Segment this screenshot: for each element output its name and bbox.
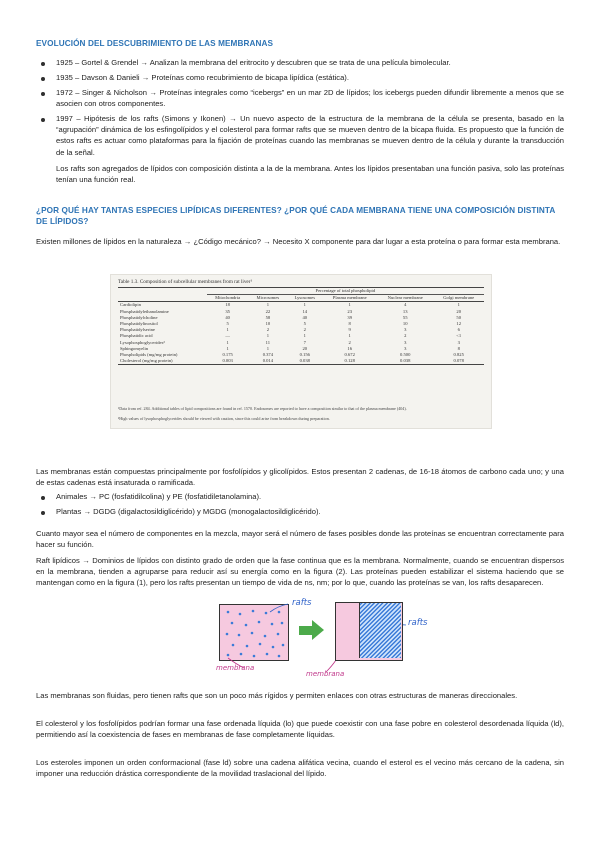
table-cell: 39	[347, 314, 352, 320]
table-cell: 55	[402, 314, 408, 320]
paragraph-raft-lipidicos: Raft lipídicos → Dominios de lípidos con distinto grado de orden que la fase continua que es la membrana. Normalmente, cuando se encuentran dispersos en la membrana, tienden a agruparse para reducir así su energía como en la figura (2). Las proteínas pueden estabilizar el sistema haciendo que se mantengan como en la figura (1), pero los rafts presentan un tiempo de vida de ns, nm; por lo que, cuando las proteínas se van, los rafts desaparecen.	[36, 556, 564, 588]
table-cell: 11	[265, 339, 271, 345]
table-cell: 8	[348, 321, 351, 327]
table-caption: Table 1.3. Composition of subcellular membranes from rat liver¹	[118, 279, 253, 285]
table-cell: 50	[456, 314, 461, 320]
table-cell: 0.003	[207, 358, 249, 365]
bullet-1925: 1925 – Gortel & Grendel → Analizan la membrana del eritrocito y descubren que se trata de una película bimolecular.	[56, 58, 451, 67]
table-cell: 8	[457, 345, 460, 351]
table-cell: 3	[404, 327, 407, 333]
bullet-animales: Animales → PC (fosfatidilcolina) y PE (fosfatidiletanolamina).	[56, 492, 262, 501]
table-cell: 2	[348, 339, 351, 345]
table-cell: 16	[347, 345, 352, 351]
table-row-label: Phospholipids (mg/mg protein)	[120, 352, 178, 358]
label-membrana-left: membrana	[216, 664, 255, 672]
table-cell: 3	[457, 339, 460, 345]
table-row-label: Cholesterol (mg/mg protein)	[118, 358, 207, 365]
table-cell: 1	[348, 333, 351, 339]
table-cell: 2	[266, 327, 270, 333]
table-group-header: Percentage of total phospholipid	[207, 288, 484, 295]
table-cell: 1	[226, 345, 229, 351]
table-cell: 1	[226, 339, 229, 345]
table-row	[118, 358, 484, 365]
table-footnote-1: ¹Data from ref. 284. Additional tables of lipid compositions are found in ref. 1570. Endosomes are reported to have a composition similar to that of the plasma membrane (404).	[118, 406, 407, 411]
table-row-label: Phosphatidylethanolamine	[120, 308, 169, 314]
table-footnote-2: ²High values of lysophosphoglycerides should be viewed with caution, since this could arise from breakdown during preparation.	[118, 416, 330, 421]
table-header: Plasma membrane	[322, 295, 377, 302]
table-cell: 0.014	[249, 358, 288, 365]
table-cell: 4	[404, 302, 407, 308]
table-cell: 18	[225, 302, 230, 308]
table-figure	[110, 274, 492, 429]
table-cell: 5	[303, 321, 306, 327]
paragraph-phases: Cuanto mayor sea el número de componentes en la mezcla, mayor será el número de fases posibles donde las proteínas se encuentran correctamente para hacer su función.	[36, 529, 564, 550]
bullet-dot	[41, 118, 45, 122]
table-cell: 1	[348, 302, 351, 308]
bullet-dot	[41, 92, 45, 96]
table-cell: 0.825	[453, 352, 464, 358]
table-row	[118, 302, 484, 309]
table-header: Nuclear membrane	[377, 295, 433, 302]
table-cell: 7	[303, 339, 306, 345]
bullet-dot	[41, 496, 45, 500]
table-cell: 0.038	[287, 358, 322, 365]
table-row-label: Phosphatidylserine	[120, 327, 155, 333]
table-cell: 0.128	[322, 358, 377, 365]
table-cell: 1	[266, 333, 270, 339]
rafts-note: Los rafts son agregados de lípidos con composición distinta a la de la membrana. Antes los lípidos presentaban una función pasiva, solo las proteínas tenían una función real.	[56, 164, 564, 185]
rafts-diagram	[208, 598, 478, 686]
table-cell: 2	[303, 327, 306, 333]
table-row-label: Phosphatidylcholine	[120, 314, 158, 320]
table-row-label: Sphingomyelin	[120, 345, 149, 351]
bullet-plantas: Plantas → DGDG (digalactosildiglicérido) y MGDG (monogalactosildiglicérido).	[56, 507, 321, 516]
table-cell: 58	[265, 314, 271, 320]
table-header-blank	[118, 288, 207, 295]
table-header: Mitochondria	[207, 295, 249, 302]
table-cell: 3	[404, 339, 407, 345]
table-cell: 0.672	[344, 352, 355, 358]
section-title-evolution: EVOLUCIÓN DEL DESCUBRIMIENTO DE LAS MEMBRANAS	[36, 39, 274, 48]
bullet-1935: 1935 – Davson & Danieli → Proteínas como recubrimiento de bicapa lipídica (estática).	[56, 73, 349, 82]
label-rafts-right: rafts	[408, 618, 428, 628]
table-cell: 0.078	[433, 358, 484, 365]
table-cell: —	[225, 333, 230, 339]
table-cell: 2	[404, 333, 407, 339]
bullet-dot	[41, 62, 45, 66]
table-cell: 40	[302, 314, 308, 320]
paragraph-fluid-membranes: Las membranas son fluidas, pero tienen rafts que son un poco más rígidos y permiten enlaces con otras estructuras de maneras direccionales.	[36, 691, 518, 700]
transition-arrow-icon	[312, 620, 324, 640]
table-cell: 10	[265, 321, 271, 327]
table-body	[118, 302, 484, 365]
table-cell: 0.156	[299, 352, 310, 358]
table-cell: 6	[457, 327, 460, 333]
table-cell: 1	[457, 302, 460, 308]
table-row-label: Phosphatidic acid	[120, 333, 153, 339]
label-rafts-left: rafts	[292, 598, 312, 608]
composition-table	[118, 287, 484, 365]
table-cell: 1	[266, 345, 270, 351]
table-cell: 12	[456, 321, 461, 327]
transition-arrow-body	[299, 626, 313, 635]
table-cell: 9	[348, 327, 351, 333]
table-row-label: Cardiolipin	[120, 302, 141, 308]
table-row-label: Phosphatidylinositol	[120, 321, 158, 327]
table-cell: 10	[402, 321, 408, 327]
table-cell: 20	[456, 308, 461, 314]
table-cell: 40	[225, 314, 230, 320]
table-cell: 35	[225, 308, 230, 314]
table-row-label: Lysophosphoglycerides²	[120, 339, 165, 345]
bullet-1997: 1997 – Hipótesis de los rafts (Simons y Ikonen) → Un nuevo aspecto de la estructura de la membrana de la célula se presenta, basado en la “agrupación” dinámica de los esfingolípidos y el colesterol para formar rafts que se mueven dentro de la bicapa fluida. Es propuesto que la función de estos rafts es actuar como plataformas para la fijación de proteínas cuando las membranas se mueven dentro de la célula y durante la transducción de la señal.	[56, 114, 564, 157]
table-cell: 0.175	[222, 352, 233, 358]
table-cell: 20	[302, 345, 308, 351]
bullet-1972: 1972 – Singer & Nicholson → Proteínas integrales como “icebergs” en un mar 2D de lípidos; los icebergs pueden difundir libremente a menos que se asocien con otros componentes.	[56, 88, 564, 109]
table-cell: 14	[302, 308, 308, 314]
table-cell: 0.038	[377, 358, 433, 365]
table-header	[118, 295, 207, 302]
table-cell: 5	[226, 321, 229, 327]
table-header: Microsomes	[249, 295, 288, 302]
table-cell: 1	[226, 327, 229, 333]
label-membrana-right: membrana	[306, 670, 345, 678]
paragraph-cholesterol-phases: El colesterol y los fosfolípidos podrían formar una fase ordenada líquida (lo) que puede coexistir con una fase pobre en colesterol desordenada líquida (ld), permitiendo así la coexistencia de fases en membranas de fase completamente líquidas.	[36, 719, 564, 740]
paragraph-lipids-nature: Existen millones de lípidos en la naturaleza → ¿Código mecánico? → Necesito X componente para dar lugar a esta proteína o para formar esta membrana.	[36, 237, 561, 246]
bullet-dot	[41, 511, 45, 515]
section-title-lipid-species: ¿POR QUÉ HAY TANTAS ESPECIES LIPÍDICAS DIFERENTES? ¿POR QUÉ CADA MEMBRANA TIENE UNA COMPOSICIÓN DISTINTA DE LÍPIDOS?	[36, 206, 556, 226]
bullet-dot	[41, 77, 45, 81]
pointer-line	[270, 604, 288, 612]
grouped-raft-region	[359, 603, 401, 658]
table-cell: 13	[402, 308, 408, 314]
paragraph-sterols: Los esteroles imponen un orden conformacional (fase ld) sobre una cadena alifática vecina, cuando el esterol es el vecino más cercano de la cadena, sin imponer una reducción drástica correspondiente de la movilidad traslacional del lípido.	[36, 758, 564, 779]
table-cell: 3	[404, 345, 407, 351]
table-cell: 22	[265, 308, 271, 314]
table-cell: 23	[347, 308, 352, 314]
paragraph-membrane-composition: Las membranas están compuestas principalmente por fosfolípidos y glicolípidos. Estos presentan 2 cadenas, de 16-18 átomos de carbono cada uno; y una de estas cadenas está insaturada o ramificada.	[36, 467, 564, 488]
table-cell: 0.374	[262, 352, 274, 358]
table-header: Lysosomes	[287, 295, 322, 302]
table-cell: <1	[456, 333, 462, 339]
table-cell: 0.500	[400, 352, 411, 358]
table-cell: 1	[303, 333, 306, 339]
table-header: Golgi membrane	[433, 295, 484, 302]
table-cell: 1	[266, 302, 270, 308]
table-cell: 1	[303, 302, 306, 308]
